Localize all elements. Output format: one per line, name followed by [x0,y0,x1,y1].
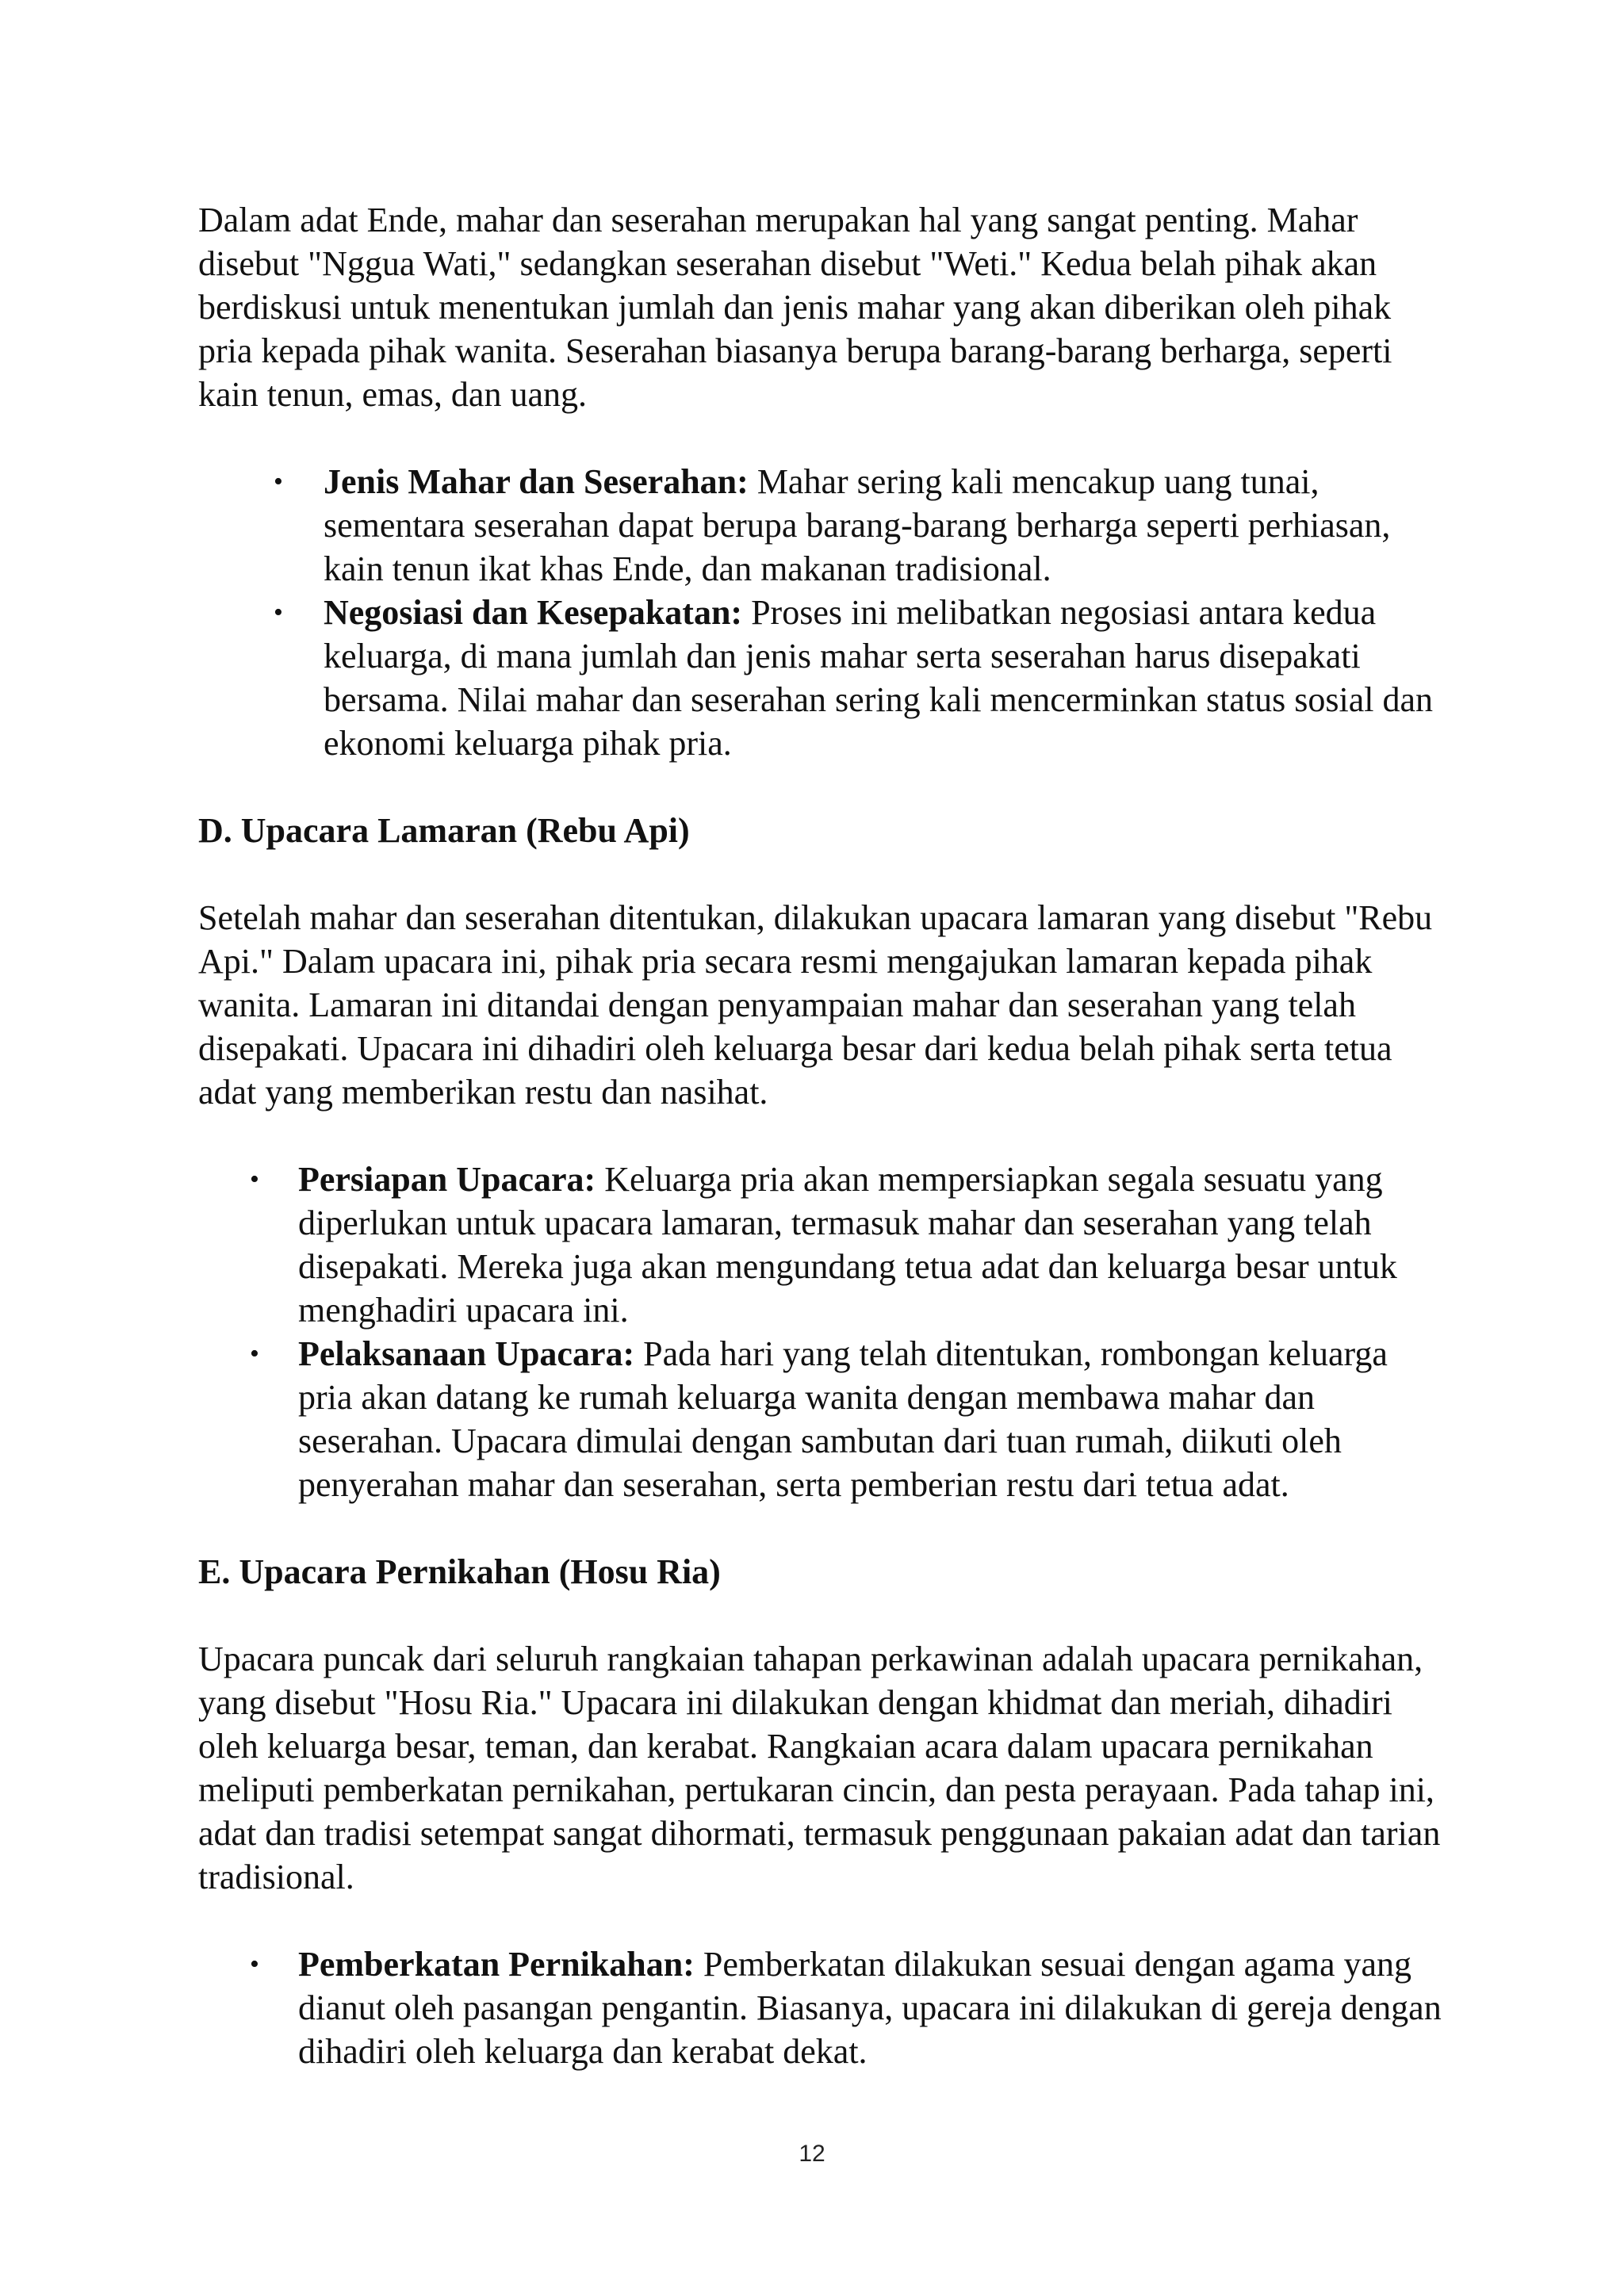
mahar-bullet-list [198,460,1443,765]
bullet-icon: • [274,467,283,496]
list-item [198,591,1443,765]
section-d-heading: D. Upacara Lamaran (Rebu Api) [198,811,690,850]
list-item-term: Pelaksanaan Upacara: [298,1334,635,1373]
list-item-term: Persiapan Upacara: [298,1160,596,1199]
list-item [198,1942,1443,2073]
pernikahan-bullet-list [198,1942,1443,2073]
bullet-icon: • [274,598,283,627]
bullet-icon: • [250,1165,259,1194]
list-item [198,1332,1443,1506]
list-item-term: Pemberkatan Pernikahan: [298,1945,695,1984]
page-number: 12 [799,2141,825,2167]
lamaran-bullet-list [198,1158,1443,1506]
list-item-text: Proses ini melibatkan negosiasi antara kedua keluarga, di mana jumlah dan jenis mahar serta seserahan harus disepakati bersama. Nilai mahar dan seserahan sering kali mencerminkan status sosial dan ekonomi keluarga pihak pria. [324,593,1433,763]
intro-paragraph: Dalam adat Ende, mahar dan seserahan merupakan hal yang sangat penting. Mahar disebut "Nggua Wati," sedangkan seserahan disebut "Weti." Kedua belah pihak akan berdiskusi untuk menentukan jumlah dan jenis mahar yang akan diberikan oleh pihak pria kepada pihak wanita. Seserahan biasanya berupa barang-barang berharga, seperti kain tenun, emas, dan uang. [198,201,1392,414]
list-item [198,1158,1443,1332]
bullet-icon: • [250,1950,259,1979]
list-item [198,460,1443,591]
bullet-icon: • [250,1339,259,1368]
section-d-paragraph: Setelah mahar dan seserahan ditentukan, dilakukan upacara lamaran yang disebut "Rebu Api." Dalam upacara ini, pihak pria secara resmi mengajukan lamaran kepada pihak wanita. Lamaran ini ditandai dengan penyampaian mahar dan seserahan yang telah disepakati. Upacara ini dihadiri oleh keluarga besar dari kedua belah pihak serta tetua adat yang memberikan restu dan nasihat. [198,898,1433,1112]
page-content [198,198,1443,2117]
list-item-text: Pada hari yang telah ditentukan, rombongan keluarga pria akan datang ke rumah keluarga wanita dengan membawa mahar dan seserahan. Upacara dimulai dengan sambutan dari tuan rumah, diikuti oleh penyerahan mahar dan seserahan, serta pemberian restu dari tetua adat. [298,1334,1388,1504]
list-item-text: Mahar sering kali mencakup uang tunai, sementara seserahan dapat berupa barang-barang berharga seperti perhiasan, kain tenun ikat khas Ende, dan makanan tradisional. [324,462,1391,588]
section-e-heading: E. Upacara Pernikahan (Hosu Ria) [198,1552,721,1591]
section-e-paragraph: Upacara puncak dari seluruh rangkaian tahapan perkawinan adalah upacara pernikahan, yang disebut "Hosu Ria." Upacara ini dilakukan dengan khidmat dan meriah, dihadiri oleh keluarga besar, teman, dan kerabat. Rangkaian acara dalam upacara pernikahan meliputi pemberkatan pernikahan, pertukaran cincin, dan pesta perayaan. Pada tahap ini, adat dan tradisi setempat sangat dihormati, termasuk penggunaan pakaian adat dan tarian tradisional. [198,1640,1441,1896]
list-item-text: Keluarga pria akan mempersiapkan segala sesuatu yang diperlukan untuk upacara lamaran, termasuk mahar dan seserahan yang telah disepakati. Mereka juga akan mengundang tetua adat dan keluarga besar untuk menghadiri upacara ini. [298,1160,1397,1330]
list-item-text: Pemberkatan dilakukan sesuai dengan agama yang dianut oleh pasangan pengantin. Biasanya, upacara ini dilakukan di gereja dengan dihadiri oleh keluarga dan kerabat dekat. [298,1945,1442,2071]
list-item-term: Jenis Mahar dan Seserahan: [324,462,749,501]
list-item-term: Negosiasi dan Kesepakatan: [324,593,743,632]
